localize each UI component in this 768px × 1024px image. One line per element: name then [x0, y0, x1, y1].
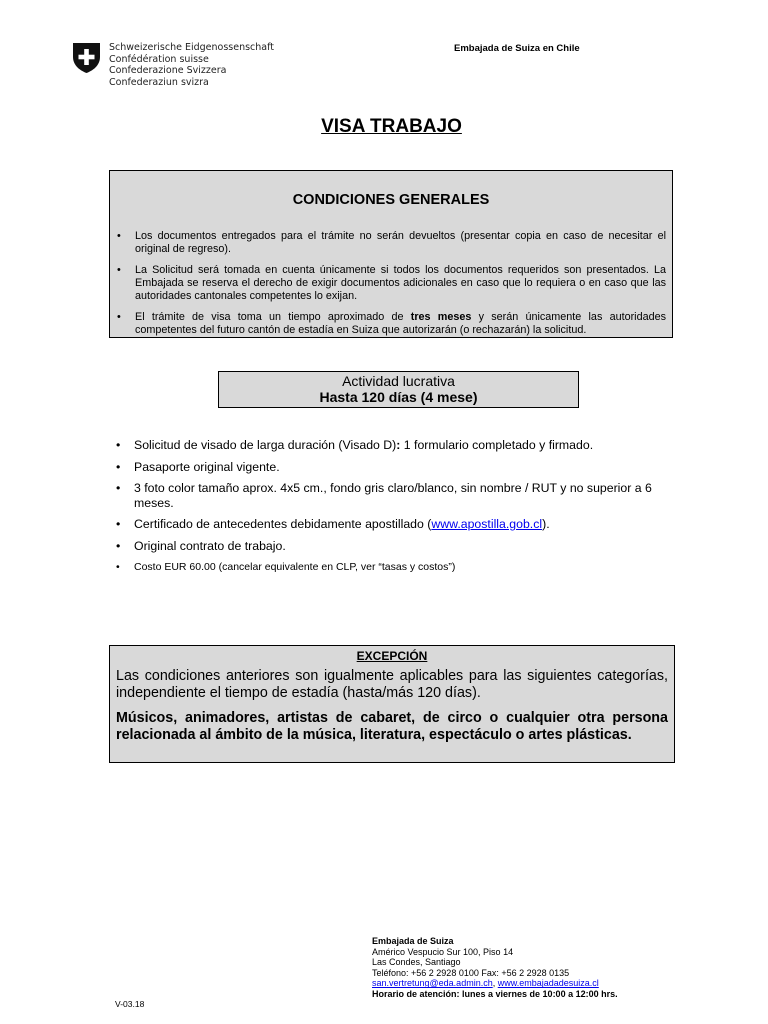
embassy-header: Embajada de Suiza en Chile [454, 43, 580, 54]
footer-address: Las Condes, Santiago [372, 957, 461, 968]
requirement-text: 1 formulario completado y firmado. [400, 438, 594, 452]
footer-separator: , [492, 978, 498, 989]
footer-name: Embajada de Suiza [372, 936, 454, 946]
exception-categories: Músicos, animadores, artistas de cabaret, de circo o cualquier otra persona relacionada al ámbito de la música, literatura, espectáculo o artes plásticas. [116, 710, 668, 743]
activity-duration: Hasta 120 días (4 mese) [319, 389, 478, 405]
condition-text: El trámite de visa toma un tiempo aproximado de [135, 311, 411, 323]
requirement-item [113, 517, 673, 532]
confederation-line: Confederaziun svizra [109, 76, 209, 88]
activity-type: Actividad lucrativa [342, 373, 455, 389]
requirement-item: • Pasaporte original vigente. [113, 460, 673, 475]
general-conditions-list [117, 230, 666, 345]
confederation-line: Schweizerische Eidgenossenschaft [109, 42, 275, 53]
footer-address: Américo Vespucio Sur 100, Piso 14 [372, 946, 514, 957]
footer-hours: Horario de atención: lunes a viernes de 10:00 a 12:00 hrs. [372, 988, 618, 999]
requirement-colon: : [396, 438, 401, 452]
confederation-line: Confédération suisse [109, 53, 209, 65]
apostilla-link[interactable]: www.apostilla.gob.cl [431, 517, 543, 531]
page-title: VISA TRABAJO [321, 116, 462, 137]
confederation-names [109, 42, 274, 88]
footer-phone: Teléfono: +56 2 2928 0100 Fax: +56 2 2928 0135 [372, 967, 570, 978]
activity-box [218, 371, 579, 408]
swiss-shield-icon [72, 42, 101, 74]
requirement-item: • 3 foto color tamaño aprox. 4x5 cm., fondo gris claro/blanco, sin nombre / RUT y no superior a 6 meses. [113, 481, 673, 510]
condition-item: • Los documentos entregados para el trámite no serán devueltos (presentar copia en caso de necesitar el original de regreso). [117, 230, 666, 256]
condition-text: y serán únicamente las autoridades competentes del futuro cantón de estadía en Suiza que autorizarán (o rechazarán) la solicitud. [135, 311, 666, 336]
requirement-item: • Original contrato de trabajo. [113, 539, 673, 554]
exception-box [109, 645, 675, 763]
version-label: V-03.18 [115, 999, 145, 1009]
requirement-item: • Costo EUR 60.00 (cancelar equivalente en CLP, ver “tasas y costos”) [113, 560, 673, 575]
footer-contact [372, 936, 618, 1000]
exception-text: Las condiciones anteriores son igualmente aplicables para las siguientes categorías, independiente el tiempo de estadía (hasta/más 120 días). [116, 668, 668, 701]
requirement-item [113, 438, 673, 453]
footer-links [372, 978, 618, 989]
general-conditions-box [109, 170, 673, 338]
confederation-line: Confederazione Svizzera [109, 65, 227, 76]
email-link[interactable]: san.vertretung@eda.admin.ch [372, 978, 493, 989]
requirement-text: Certificado de antecedentes debidamente apostillado ( [134, 517, 432, 531]
website-link[interactable]: www.embajadadesuiza.cl [497, 978, 599, 989]
condition-item [117, 311, 666, 337]
requirements-list [113, 438, 673, 582]
condition-emphasis: tres meses [410, 311, 472, 323]
requirement-text: ). [542, 517, 550, 531]
condition-item: • La Solicitud será tomada en cuenta únicamente si todos los documentos requeridos son presentados. La Embajada se reserva el derecho de exigir documentos adicionales en caso que lo requiera o en caso que las autoridades cantonales competentes lo exijan. [117, 264, 666, 303]
requirement-text: Solicitud de visado de larga duración (Visado D) [134, 438, 397, 452]
general-conditions-heading: CONDICIONES GENERALES [292, 192, 490, 208]
exception-heading: EXCEPCIÓN [356, 649, 428, 663]
